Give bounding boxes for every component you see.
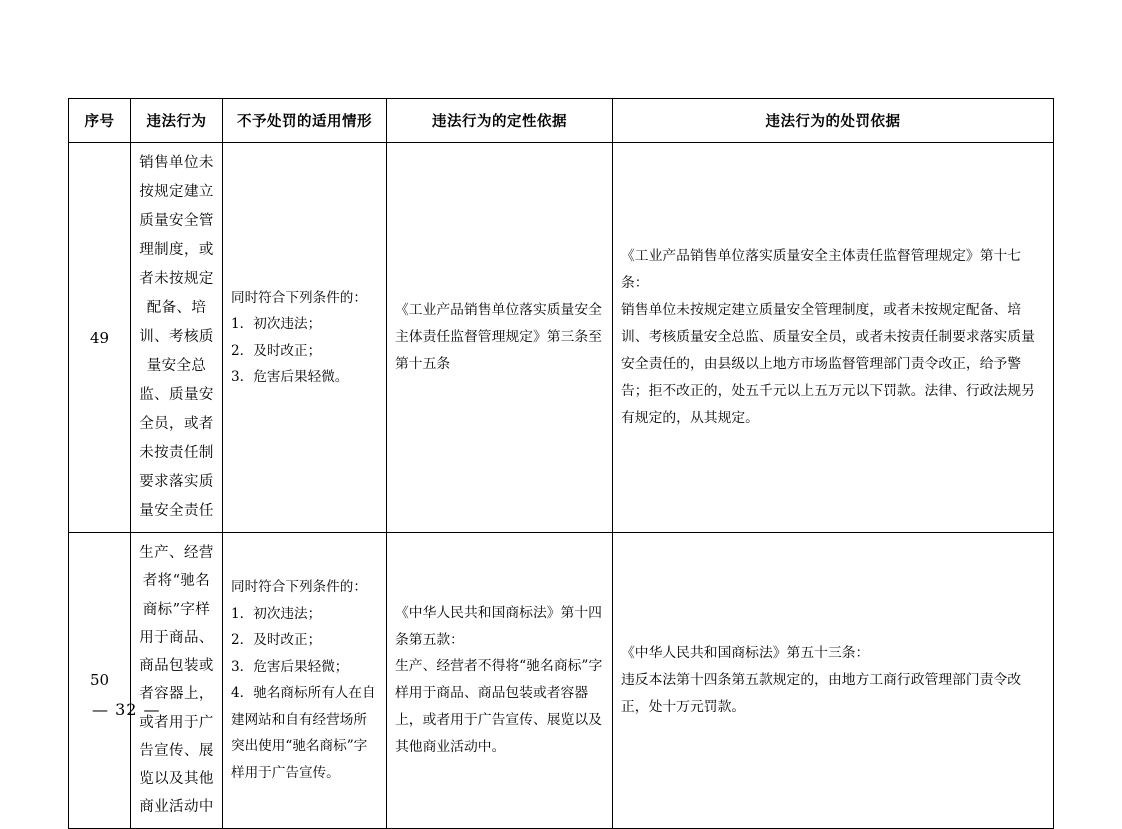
qualification-line: 《工业产品销售单位落实质量安全主体责任监督管理规定》第三条至第十五条 xyxy=(395,302,602,372)
condition-line: 3．危害后果轻微。 xyxy=(231,369,349,385)
row-illegal-act: 生产、经营者将“驰名商标”字样用于商品、商品包装或者容器上，或者用于广告宣传、展览以及其他商业活动中 xyxy=(131,533,223,829)
table-header-row xyxy=(69,99,1054,143)
condition-line: 3．危害后果轻微； xyxy=(231,658,349,675)
column-header-qualification: 违法行为的定性依据 xyxy=(387,99,613,143)
row-punishment xyxy=(613,143,1054,533)
punishment-line: 销售单位未按规定建立质量安全管理制度，或者未按规定配备、培训、考核质量安全总监、质量安全员，或者未按责任制要求落实质量安全责任的，由县级以上地方市场监督管理部门责令改正，给予警告；拒不改正的，处五千元以上五万元以下罚款。法律、行政法规另有规定的，从其规定。 xyxy=(621,302,1035,426)
qualification-line: 生产、经营者不得将“驰名商标”字样用于商品、商品包装或者容器上，或者用于广告宣传、展览以及其他商业活动中。 xyxy=(395,658,603,756)
condition-line: 1．初次违法； xyxy=(231,316,322,332)
row-number: 49 xyxy=(69,143,131,533)
condition-line: 2．及时改正； xyxy=(231,632,322,649)
punishment-line: 《中华人民共和国商标法》第五十三条： xyxy=(621,644,870,661)
penalty-table xyxy=(68,98,1054,829)
punishment-line: 《工业产品销售单位落实质量安全主体责任监督管理规定》第十七条： xyxy=(621,248,1022,292)
column-header-act: 违法行为 xyxy=(131,99,223,143)
row-conditions xyxy=(223,143,387,533)
row-number: 50 xyxy=(69,533,131,829)
column-header-no: 序号 xyxy=(69,99,131,143)
row-qualification xyxy=(387,143,613,533)
table-row xyxy=(69,143,1054,533)
condition-line: 1．初次违法； xyxy=(231,605,322,622)
page-number: — 32 — xyxy=(92,700,161,719)
condition-line: 2．及时改正； xyxy=(231,342,322,359)
table-row xyxy=(69,533,1054,829)
condition-line: 同时符合下列条件的： xyxy=(231,579,367,596)
column-header-punishment: 违法行为的处罚依据 xyxy=(613,99,1054,143)
row-punishment xyxy=(613,533,1054,829)
condition-line: 4．驰名商标所有人在自建网站和自有经营场所突出使用“驰名商标”字样用于广告宣传。 xyxy=(231,685,376,781)
column-header-conditions: 不予处罚的适用情形 xyxy=(223,99,387,143)
condition-line: 同时符合下列条件的： xyxy=(231,289,367,306)
row-conditions xyxy=(223,533,387,829)
row-illegal-act: 销售单位未按规定建立质量安全管理制度，或者未按规定配备、培训、考核质量安全总监、质量安全员，或者未按责任制要求落实质量安全责任 xyxy=(131,143,223,533)
punishment-line: 违反本法第十四条第五款规定的，由地方工商行政管理部门责令改正，处十万元罚款。 xyxy=(621,671,1022,715)
qualification-line: 《中华人民共和国商标法》第十四条第五款： xyxy=(395,604,602,648)
row-qualification xyxy=(387,533,613,829)
